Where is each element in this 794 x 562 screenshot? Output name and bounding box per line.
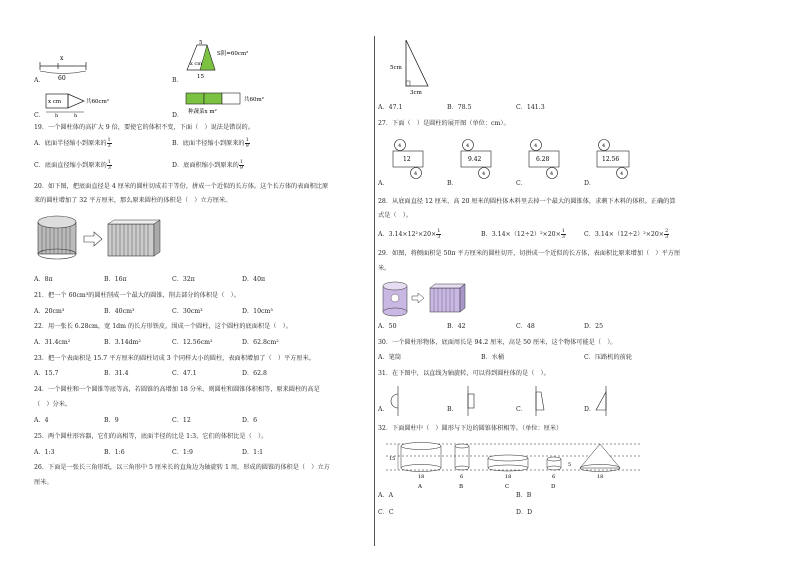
q27-net-a [392,138,432,188]
fig-c-inner: x cm [48,99,62,105]
q30-option-a[interactable]: A．笔筒 [378,354,402,361]
q21-option-b[interactable]: B．40cm³ [104,308,135,315]
q25-option-a[interactable]: A．1:3 [34,449,55,456]
figure-c [44,92,124,118]
q28-option-b[interactable]: B．3.14×（12÷2）²×20× $\frac{1}{3}$ [481,228,565,240]
q27-option-a[interactable]: A． [378,180,389,187]
fig-c-h2: h [74,113,78,119]
q19-text: 19．一个圆柱体的高扩大 9 倍，要使它的体积不变，下面（ ）说法是错误的。 [34,124,254,131]
q30-option-b[interactable]: B．水桶 [481,354,505,361]
q32-label-c: C [505,484,510,490]
q21-option-c[interactable]: C．30cm³ [172,308,203,315]
q29-option-a[interactable]: A．50 [378,323,397,330]
net-a-top: 4 [398,143,402,149]
q29-option-c[interactable]: C．48 [516,323,535,330]
q31-figures [378,384,638,420]
q19-option-a[interactable]: A．底面半径缩小到原来的 $\frac{1}{3}$ [34,137,111,149]
q26-line1: 26．下面是一张长三角形纸，以三角形中 5 厘米长的直角边为轴旋转 1 周，形成的圆锥的体积是（ ）立方 [34,464,330,471]
q31-option-c[interactable]: C． [516,406,527,413]
net-b-bottom: 4 [482,171,486,177]
q29-line1: 29．如图，将侧面积是 50π 平方厘米的圆柱切开，切拼成一个近似的长方体，表面积比原来增加（ ）平方厘 [378,250,681,257]
q32-option-c[interactable]: C．C [378,509,394,516]
q28-option-a[interactable]: A．3.14×12²×20× $\frac{1}{3}$ [378,228,441,240]
fig-d-label: D． [172,112,184,119]
q21-text: 21．把一个 60cm³的圆柱削成一个最大的圆锥，削去部分的体积是（ ）。 [34,292,240,299]
q27-option-b[interactable]: B． [447,180,458,187]
q24-option-c[interactable]: C．12 [172,417,191,424]
net-a-mid: 12 [403,156,411,163]
net-c-mid: 6.28 [536,156,550,163]
q32-w18b: 18 [505,474,512,480]
fig-a-label: A． [34,77,45,84]
q22-option-b[interactable]: B．3.14dm² [104,339,141,346]
q26-triangle-figure [388,36,448,98]
q26-option-b[interactable]: B．78.5 [447,104,472,111]
q26-line2: 厘米。 [34,479,53,486]
q32-w18a: 18 [418,474,425,480]
q31-option-a[interactable]: A． [378,406,389,413]
q20-line1: 20．如下图，把底面直径是 4 厘米的圆柱切成若干等份，拼成一个近似的长方体。这个长方体的表面积比原 [34,183,329,190]
q27-net-c [528,138,568,188]
q26-option-c[interactable]: C．141.3 [516,104,545,111]
net-d-mid: 12.56 [602,156,620,163]
q26-option-a[interactable]: A．47.1 [378,104,403,111]
q32-w18c: 18 [597,474,604,480]
q28-line1: 28．从底面直径 12 厘米，高 20 厘米的圆柱体木料里去掉一个最大的圆锥体，求剩下木料的体积。正确的算 [378,198,676,205]
fig-d-bottom: 种蔬菜x m² [188,109,217,115]
q19-option-b[interactable]: B．底面半径缩小到原来的 $\frac{1}{9}$ [172,137,249,149]
q23-option-a[interactable]: A．15.7 [34,370,59,377]
q21-option-a[interactable]: A．20cm³ [34,308,65,315]
q22-option-d[interactable]: D．62.8cm² [242,339,279,346]
q20-option-a[interactable]: A．8π [34,276,53,283]
q20-option-c[interactable]: C．32π [172,276,195,283]
q29-line2: 米。 [378,265,391,272]
q30-option-c[interactable]: C．压路机的前轮 [584,354,633,361]
column-divider [374,36,375,546]
q27-net-d [596,138,640,188]
q25-option-d[interactable]: D．1:1 [242,449,264,456]
q20-option-d[interactable]: D．40π [242,276,266,283]
net-d-top: 4 [602,143,606,149]
q23-option-d[interactable]: D．62.8 [242,370,267,377]
fig-b-inner: x cm [190,61,202,67]
q29-figure [380,280,480,318]
q32-h15: 15 [389,456,396,462]
net-b-top: 4 [466,143,470,149]
figure-d [184,90,284,118]
q28-line2: 式是（ ）。 [378,212,413,219]
q24-line1: 24．一个圆柱和一个圆锥等底等高，若圆锥的高增加 18 分米，则圆柱和圆锥体积相等，原来圆柱的高是 [34,386,320,393]
q29-option-d[interactable]: D．25 [584,323,604,330]
q32-option-d[interactable]: D．D [516,509,533,516]
net-a-bottom: 4 [414,171,418,177]
q31-option-d[interactable]: D． [584,406,596,413]
fig-a-bottom: 60 [58,75,66,82]
q31-text: 31．在下图中，以直线为轴旋转，可以得到圆柱体的是（ ）。 [378,370,550,377]
fig-b-side: S阴=60cm² [217,51,249,57]
q32-text: 32．下面圆柱中（ ）圆形与下边的圆锥体积相等。（单位：厘米） [378,425,563,432]
q32-option-a[interactable]: A．A [378,492,394,499]
q29-option-b[interactable]: B．42 [447,323,466,330]
q32-w6b: 6 [552,474,556,480]
q32-label-d: D [551,484,556,490]
q32-label-b: B [459,484,464,490]
q22-text: 22．用一张长 6.28cm，宽 1dm 的长方形铁皮，围成一个圆柱，这个圆柱的底面积是（ ）。 [34,323,292,330]
q27-text: 27．下面（ ）是圆柱的展开图（单位：cm）。 [378,120,510,127]
q23-option-b[interactable]: B．31.4 [104,370,129,377]
q31-option-b[interactable]: B． [447,406,458,413]
q27-option-c[interactable]: C． [516,180,527,187]
q24-option-b[interactable]: B．9 [104,417,119,424]
fig-a-top: x [60,55,64,62]
net-b-mid: 9.42 [468,156,482,163]
q22-option-a[interactable]: A．31.4cm² [34,339,71,346]
q25-option-c[interactable]: C．1:9 [172,449,193,456]
q27-option-d[interactable]: D． [584,180,596,187]
q30-text: 30．一个圆柱形物体，底面周长是 94.2 厘米，高是 50 厘米，这个物体可能是（ ）。 [378,339,617,346]
q27-net-b [460,138,500,188]
q21-option-d[interactable]: D．10cm³ [242,308,273,315]
q28-option-c[interactable]: C．3.14×（12÷2）²×20× $\frac{2}{3}$ [584,228,669,240]
q24-line2: （ ）分米。 [34,401,72,408]
q32-w6a: 6 [460,474,464,480]
q25-option-b[interactable]: B．1:6 [104,449,125,456]
net-c-bottom: 4 [550,171,554,177]
q23-text: 23．把一个表面积是 15.7 平方厘米的圆柱切成 3 个同样大小的圆柱，表面积增加了（ ）平方厘米。 [34,355,315,362]
net-c-top: 4 [534,143,538,149]
fig-c-h1: h [55,113,59,119]
q25-text: 25．两个圆柱形容器，它们的高相等，底面半径的比是 1:3，它们的体积比是（ ）。 [34,433,268,440]
q23-option-c[interactable]: C．47.1 [172,370,197,377]
q32-option-b[interactable]: B．B [516,492,532,499]
q19-option-d[interactable]: D．底面积缩小到原来的 $\frac{1}{9}$ [172,159,244,171]
fig-d-side: 共60m² [244,97,264,103]
q20-figure [34,212,194,262]
fig-c-label: C． [34,112,45,119]
fig-b-label: B． [172,77,183,84]
fig26-side: 5cm [390,65,402,71]
q22-option-c[interactable]: C．12.56cm² [172,339,213,346]
figure-b [185,40,265,80]
fig-b-top: 5 [199,40,203,46]
q24-option-d[interactable]: D．6 [242,417,258,424]
q20-option-b[interactable]: B．16π [104,276,127,283]
fig-b-bottom: 15 [197,74,204,80]
q32-label-a: A [418,484,422,490]
net-d-bottom: 4 [620,171,624,177]
q20-line2: 来的圆柱增加了 32 平方厘米，那么原来圆柱的体积是（ ）立方厘米。 [34,197,232,204]
q24-option-a[interactable]: A．4 [34,417,49,424]
q32-h5: 5 [568,462,572,468]
q32-figure [378,438,648,492]
q19-option-c[interactable]: C．底面直径缩小到原来的 $\frac{1}{3}$ [34,159,111,171]
figure-a [38,56,98,80]
fig26-bottom: 3cm [410,90,422,96]
fig-c-side: 共60cm³ [86,99,109,105]
